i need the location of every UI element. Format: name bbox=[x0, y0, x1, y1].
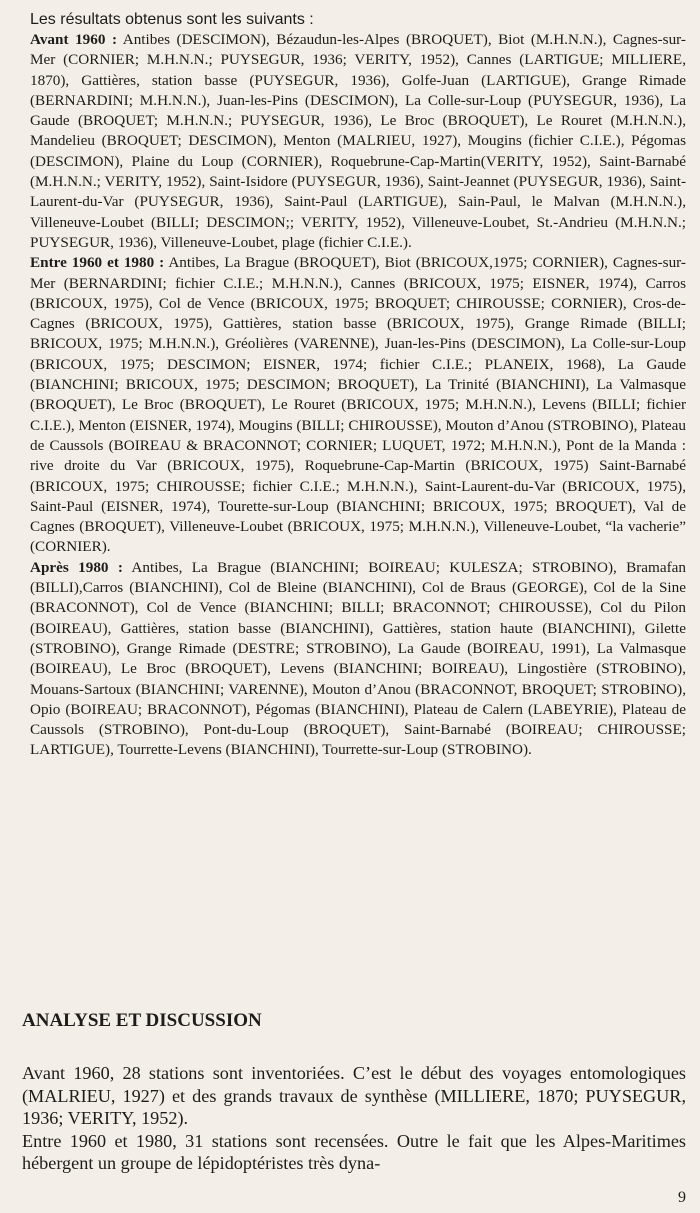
discussion-paragraph: Avant 1960, 28 stations sont inventoriées. C’est le début des voyages entomologiques (MALRIEU, 1927) et des grands travaux de synthèse (MILLIERE, 1870; PUYSEGUR, 1936; VERITY, 1952). bbox=[22, 1063, 686, 1128]
period-after-1980 bbox=[30, 558, 686, 761]
period-before-1960 bbox=[30, 30, 686, 253]
page-number: 9 bbox=[678, 1189, 686, 1206]
intro-sentence: Les résultats obtenus sont les suivants : bbox=[30, 11, 314, 28]
section-heading: ANALYSE ET DISCUSSION bbox=[22, 1010, 262, 1031]
period-label: Entre 1960 et 1980 : bbox=[30, 254, 165, 272]
discussion-paragraph: Entre 1960 et 1980, 31 stations sont recensées. Outre le fait que les Alpes-Maritimes hébergent un groupe de lépidoptéristes très dyna- bbox=[22, 1130, 686, 1173]
period-text: Antibes, La Brague (BROQUET), Biot (BRICOUX,1975; CORNIER), Cagnes-sur-Mer (BERNARDINI; fichier C.I.E.; M.H.N.N.), Cannes (BRICOUX, 1975; EISNER, 1974), Carros (BRICOUX, 1975), Col de Vence (BRICOUX, 1975; BROQUET; CHIROUSSE; CORNIER), Cros-de-Cagnes (BRICOUX, 1975), Gattières, station basse (BRICOUX, 1975), Grange Rimade (BILLI; BRICOUX, 1975; M.H.N.N.), Gréolières (VARENNE), Juan-les-Pins (DESCIMON), La Colle-sur-Loup (BRICOUX, 1975; DESCIMON; EISNER, 1974; fichier C.I.E.; PLANEIX, 1968), La Gaude (BIANCHINI; BRICOUX, 1975; DESCIMON; BROQUET), La Trinité (BIANCHINI), La Valmasque (BROQUET), Le Broc (BROQUET), Le Rouret (BRICOUX, 1975; M.H.N.N.), Levens (BILLI; fichier C.I.E.), Menton (EISNER, 1974), Mougins (BILLI; CHIROUSSE), Mouton d’Anou (STROBINO), Plateau de Caussols (BOIREAU & BRACONNOT; CORNIER; LUQUET, 1972; M.H.N.N.), Pont de la Manda : rive droite du Var (BRICOUX, 1975), Roquebrune-Cap-Martin (BRICOUX, 1975) Saint-Barnabé (BRICOUX, 1975; CHIROUSSE; fichier C.I.E.; M.H.N.N.), Saint-Laurent-du-Var (BRICOUX, 1975), Saint-Paul (EISNER, 1974), Tourette-sur-Loup (BIANCHINI; BRICOUX, 1975; BROQUET), Val de Cagnes (BROQUET), Villeneuve-Loubet (BRICOUX, 1975; M.H.N.N.), Villeneuve-Loubet, “la vacherie” (CORNIER). bbox=[30, 254, 686, 556]
period-text: Antibes, La Brague (BIANCHINI; BOIREAU; KULESZA; STROBINO), Bramafan (BILLI),Carros (BIANCHINI), Col de Bleine (BIANCHINI), Col de Braus (GEORGE), Col de la Sine (BRACONNOT), Col de Vence (BIANCHINI; BILLI; BRACONNOT; CHIROUSSE), Col du Pilon (BOIREAU), Gattières, station basse (BIANCHINI), Gattières, station haute (BIANCHINI), Gilette (STROBINO), Grange Rimade (DESTRE; STROBINO), La Gaude (BOIREAU, 1991), La Valmasque (BOIREAU), Le Broc (BROQUET), Levens (BIANCHINI; BOIREAU), Lingostière (STROBINO), Mouans-Sartoux (BIANCHINI; VARENNE), Mouton d’Anou (BRACONNOT, BROQUET; STROBINO), Opio (BOIREAU; BRACONNOT), Pégomas (BIANCHINI), Plateau de Calern (LABEYRIE), Plateau de Caussols (STROBINO), Pont-du-Loup (BROQUET), Saint-Barnabé (BOIREAU; CHIROUSSE; LARTIGUE), Tourrette-Levens (BIANCHINI), Tourrette-sur-Loup (STROBINO). bbox=[30, 558, 686, 759]
discussion-text bbox=[22, 1062, 686, 1175]
period-1960-1980 bbox=[30, 253, 686, 557]
period-text: Antibes (DESCIMON), Bézaudun-les-Alpes (BROQUET), Biot (M.H.N.N.), Cagnes-sur-Mer (CORNIER; M.H.N.N.; PUYSEGUR, 1936; VERITY, 1952), Cannes (LARTIGUE; MILLIERE, 1870), Gattières, station basse (PUYSEGUR, 1936), Golfe-Juan (LARTIGUE), Grange Rimade (BERNARDINI; M.H.N.N.), Juan-les-Pins (DESCIMON), La Colle-sur-Loup (PUYSEGUR, 1936), La Gaude (BROQUET; M.H.N.N.; PUYSEGUR, 1936), Le Broc (BROQUET), Le Rouret (M.H.N.N.), Mandelieu (BROQUET; DESCIMON), Menton (MALRIEU, 1927), Mougins (fichier C.I.E.), Pégomas (DESCIMON), Plaine du Loup (CORNIER), Roquebrune-Cap-Martin(VERITY, 1952), Saint-Barnabé (M.H.N.N.; VERITY, 1952), Saint-Isidore (PUYSEGUR, 1936), Saint-Jeannet (PUYSEGUR, 1936), Saint-Laurent-du-Var (PUYSEGUR, 1936), Saint-Paul (LARTIGUE), Sain-Paul, le Malvan (M.H.N.N.), Villeneuve-Loubet (BILLI; DESCIMON;; VERITY, 1952), Villeneuve-Loubet, St.-Andrieu (M.H.N.N.; PUYSEGUR, 1936), Villeneuve-Loubet, plage (fichier C.I.E.). bbox=[30, 31, 686, 251]
period-label: Avant 1960 : bbox=[30, 31, 118, 48]
period-label: Après 1980 : bbox=[30, 558, 123, 576]
page-body bbox=[22, 10, 686, 1173]
